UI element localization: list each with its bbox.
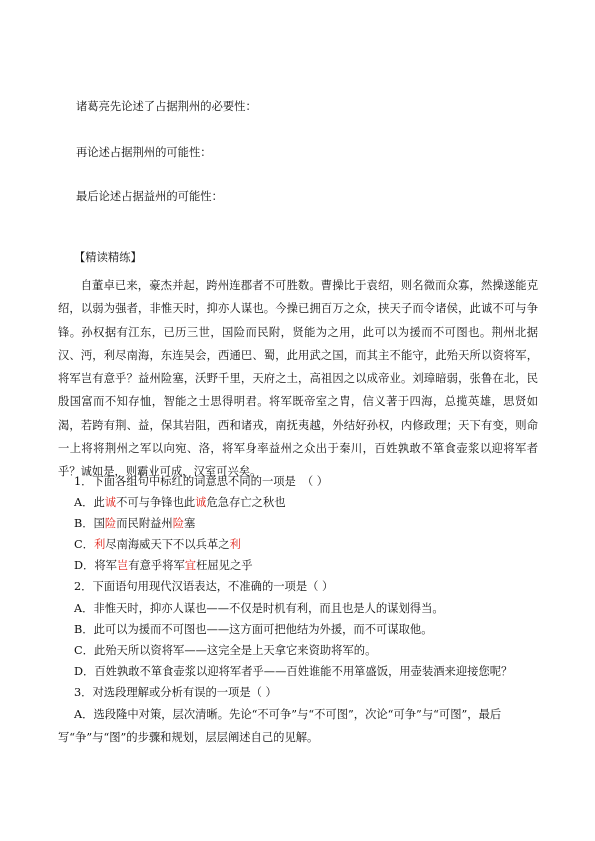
question-1-option-d [74, 555, 544, 576]
option-text: B．国 [74, 517, 105, 531]
option-text: 枉屈见之乎 [196, 559, 253, 573]
question-2-option-b: B．此可以为援而不可图也——这方面可把他结为外援，而不可谋取他。 [74, 622, 433, 636]
question-2-stem: 2．下面语句用现代汉语表达，不准确的一项是（ ） [74, 580, 334, 594]
option-text: 塞 [184, 517, 196, 531]
question-1-option-a [74, 492, 544, 513]
question-1-option-b [74, 513, 544, 534]
question-3-stem: 3．对选段理解或分析有误的一项是（ ） [74, 685, 277, 699]
question-list [58, 471, 544, 749]
question-1-option-c [74, 534, 544, 555]
question-3-option-a: A．选段隆中对策，层次清晰。先论“不可争”与“不可图”，次论“可争”与“可图”，最后写“争”与“图”的步骤和规划，层层阐述自己的见解。 [58, 708, 502, 745]
answer-paren: （ ） [301, 475, 329, 488]
prompt-line-3: 最后论述占据益州的可能性： [76, 190, 223, 203]
option-text: 尽南海威天下不以兵革之 [105, 538, 230, 552]
prompt-line-2: 再论述占据荆州的可能性： [76, 146, 212, 159]
question-stem-text: 1．下面各组句中标红的词意思不同的一项是 [74, 475, 296, 488]
option-text: 不可与争锋也此 [116, 496, 196, 510]
option-text: 危急存亡之秋也 [206, 496, 286, 510]
question-2-option-d: D．百姓孰敢不箪食壶浆以迎将军者乎——百姓谁能不用箪盛饭，用壶装酒来迎接您呢？ [74, 664, 513, 678]
highlighted-word: 利 [93, 538, 106, 552]
highlighted-word: 诚 [195, 496, 207, 510]
highlighted-word: 宜 [184, 559, 197, 573]
question-2-option-c: C．此殆天所以资将军——这完全是上天拿它来资助将军的。 [74, 643, 377, 657]
prompt-line-1: 诸葛亮先论述了占据荆州的必要性： [76, 100, 257, 113]
option-text: D．将军 [74, 559, 117, 573]
option-text: 有意乎将军 [128, 559, 185, 573]
passage-text: 自董卓已来，豪杰并起，跨州连郡者不可胜数。曹操比于袁绍，则名微而众寡，然操遂能克绍，以弱为强者，非惟天时，抑亦人谋也。今操已拥百万之众，挟天子而令诸侯，此诚不可与争锋。孙权据有江东，已历三世，国险而民附，贤能为之用，此可以为援而不可图也。荆州北据汉、沔，利尽南海，东连吴会，西通巴、蜀，此用武之国，而其主不能守，此殆天所以资将军，将军岂有意乎？益州险塞，沃野千里，天府之土，高祖因之以成帝业。刘璋暗弱，张鲁在北，民殷国富而不知存恤，智能之士思得明君。将军既帝室之胄，信义著于四海，总揽英雄，思贤如渴，若跨有荆、益，保其岩阻，西和诸戎，南抚夷越，外结好孙权，内修政理；天下有变，则命一上将将荆州之军以向宛、洛，将军身率益州之众出于秦川，百姓孰敢不箪食壶浆以迎将军者乎？诚如是，则霸业可成，汉室可兴矣。 [58, 279, 538, 479]
question-1-stem [74, 471, 544, 492]
option-text: C． [74, 538, 94, 552]
option-text: 而民附益州 [116, 517, 173, 531]
highlighted-word: 利 [229, 538, 241, 552]
highlighted-word: 险 [104, 517, 117, 531]
question-2-option-a: A．非惟天时，抑亦人谋也——不仅是时机有利，而且也是人的谋划得当。 [74, 601, 444, 615]
highlighted-word: 险 [172, 517, 185, 531]
option-text: A．此 [74, 496, 105, 510]
highlighted-word: 诚 [104, 496, 117, 510]
highlighted-word: 岂 [116, 559, 129, 573]
section-title: 【精读精练】 [74, 251, 142, 264]
